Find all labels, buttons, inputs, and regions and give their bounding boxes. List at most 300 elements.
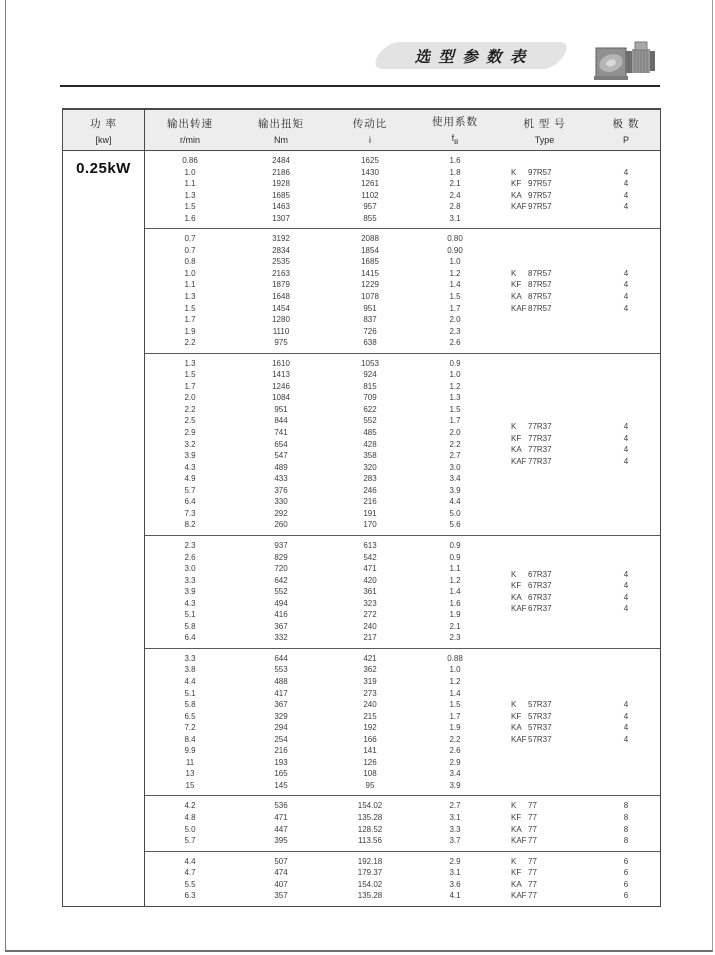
type-value [497,580,592,592]
table-body [63,151,660,906]
type-code: 67R37 [528,581,552,591]
factor-value: 0.9 [449,358,461,368]
speed-value: 2.2 [184,338,196,348]
ratio-value: 471 [363,564,377,574]
ratio-value: 272 [363,610,377,620]
header-output-torque [235,110,327,150]
speed-value: 6.4 [184,497,196,507]
header-model-type [497,110,592,150]
ratio-value: 2088 [361,234,379,244]
type-value [497,268,592,280]
torque-value: 1463 [272,202,290,212]
speed-value: 0.7 [184,245,196,255]
poles-value: 4 [623,202,629,212]
type-prefix: KAF [511,456,527,466]
torque-value: 937 [274,540,288,550]
type-prefix: KA [511,723,522,733]
type-column [497,540,592,644]
factor-value: 1.2 [449,676,461,686]
type-value [497,856,592,868]
ratio-value: 192 [363,723,377,733]
header-divider-line [60,85,660,87]
ratio-value: 1053 [361,358,379,368]
type-value [497,190,592,202]
factor-value: 4.4 [449,497,461,507]
type-code: 87R57 [528,303,552,313]
factor-value: 1.2 [449,381,461,391]
poles-value: 4 [623,179,629,189]
torque-column [235,233,327,348]
poles-value: 4 [623,190,629,200]
ratio-value: 319 [363,676,377,686]
speed-column [145,233,235,348]
torque-value: 951 [274,404,288,414]
ratio-value: 726 [363,326,377,336]
type-prefix: KF [511,581,522,591]
speed-value: 4.9 [184,474,196,484]
factor-column [413,358,497,531]
factor-symbol: f [451,133,455,144]
factor-value: 3.9 [449,485,461,495]
type-value [497,592,592,604]
speed-value: 1.6 [184,213,196,223]
factor-value: 3.1 [449,213,461,223]
speed-value: 7.3 [184,508,196,518]
type-code: 97R57 [528,190,552,200]
header-output-speed [145,110,235,150]
ratio-value: 273 [363,688,377,698]
type-prefix: KA [511,292,522,302]
factor-value: 1.2 [449,268,461,278]
speed-value: 2.5 [184,416,196,426]
factor-value: 3.0 [449,462,461,472]
header-service-factor [413,110,497,150]
speed-value: 6.5 [184,711,196,721]
ratio-value: 323 [363,598,377,608]
type-prefix: KF [511,179,522,189]
torque-column [235,155,327,224]
ratio-value: 113.56 [358,836,382,846]
type-value [497,699,592,711]
factor-value: 0.90 [447,245,463,255]
type-code: 57R37 [528,734,552,744]
torque-value: 2163 [272,268,290,278]
speed-value: 13 [185,769,195,779]
selection-parameter-table [62,108,661,907]
factor-value: 2.6 [449,338,461,348]
type-value [497,734,592,746]
speed-value: 5.8 [184,700,196,710]
poles-value: 4 [623,723,629,733]
type-prefix: KA [511,190,522,200]
speed-value: 3.9 [184,587,196,597]
type-code: 77 [528,868,537,878]
type-code: 77R37 [528,445,552,455]
ratio-value: 1854 [361,245,379,255]
factor-column [413,653,497,792]
torque-value: 367 [274,621,288,631]
type-code: 87R57 [528,268,552,278]
torque-value: 474 [274,868,288,878]
header-output-speed-zh: 输出转速 [167,117,213,130]
ratio-value: 1685 [361,257,379,267]
factor-value: 1.5 [449,700,461,710]
type-column [497,358,592,531]
ratio-column [327,358,413,531]
speed-value: 6.3 [184,891,196,901]
power-cell [63,151,145,906]
type-code: 57R37 [528,711,552,721]
type-prefix: KAF [511,891,527,901]
header-power-zh: 功 率 [90,117,117,130]
torque-value: 975 [274,338,288,348]
ratio-column [327,653,413,792]
poles-value: 8 [623,801,629,811]
type-prefix: K [511,268,517,278]
speed-value: 5.0 [184,824,196,834]
ratio-value: 95 [365,780,375,790]
ratio-value: 951 [363,303,377,313]
type-code: 57R37 [528,700,552,710]
torque-value: 367 [274,700,288,710]
torque-value: 216 [274,746,288,756]
torque-value: 433 [274,474,288,484]
speed-value: 5.1 [184,688,196,698]
ratio-value: 1078 [361,292,379,302]
factor-value: 3.6 [449,879,461,889]
poles-column [592,540,660,644]
poles-value: 4 [623,711,629,721]
speed-value: 4.2 [184,801,196,811]
speed-value: 1.7 [184,381,196,391]
ratio-value: 154.02 [357,879,383,889]
type-code: 97R57 [528,167,552,177]
page-title: 选 型 参 数 表 [414,48,528,66]
type-value [497,201,592,213]
torque-value: 1648 [272,292,290,302]
torque-value: 357 [274,891,288,901]
header-model-type-zh: 机 型 号 [523,117,566,130]
speed-value: 11 [185,757,195,767]
poles-value: 4 [623,445,629,455]
type-code: 77 [528,891,537,901]
ratio-value: 622 [363,404,377,414]
speed-column [145,856,235,902]
factor-value: 1.5 [449,292,461,302]
speed-column [145,800,235,846]
type-prefix: K [511,569,517,579]
torque-value: 395 [274,836,288,846]
torque-value: 329 [274,711,288,721]
ratio-value: 358 [363,451,377,461]
ratio-value: 246 [363,485,377,495]
factor-value: 1.9 [449,610,461,620]
type-prefix: K [511,801,517,811]
poles-value: 6 [623,879,629,889]
torque-value: 489 [274,462,288,472]
factor-value: 1.4 [449,587,461,597]
spec-block-2 [145,228,660,352]
torque-column [235,653,327,792]
type-column [497,653,592,792]
poles-column [592,800,660,846]
table-header-row [63,110,660,151]
speed-value: 5.7 [184,836,196,846]
type-code: 77R37 [528,456,552,466]
torque-value: 644 [274,653,288,663]
speed-value: 7.2 [184,723,196,733]
type-value [497,824,592,836]
speed-value: 1.1 [184,280,196,290]
type-value [497,603,592,615]
poles-value: 8 [623,836,629,846]
poles-value: 4 [623,734,629,744]
poles-column [592,233,660,348]
speed-value: 8.2 [184,520,196,530]
speed-value: 4.8 [184,812,196,822]
type-code: 87R57 [528,292,552,302]
factor-value: 5.0 [449,508,461,518]
factor-value: 2.1 [449,621,461,631]
ratio-value: 128.52 [357,824,383,834]
ratio-value: 1102 [361,190,379,200]
factor-value: 5.6 [449,520,461,530]
header-poles-en: P [622,134,629,145]
factor-value: 1.2 [449,575,461,585]
poles-column [592,358,660,531]
torque-value: 416 [274,610,288,620]
torque-value: 844 [274,416,288,426]
torque-value: 294 [274,723,288,733]
type-value [497,433,592,445]
type-value [497,812,592,824]
type-column [497,155,592,224]
ratio-column [327,155,413,224]
factor-value: 2.1 [449,179,461,189]
speed-value: 3.3 [184,653,196,663]
speed-value: 3.0 [184,564,196,574]
ratio-value: 154.02 [357,801,383,811]
type-value [497,711,592,723]
factor-value: 2.2 [449,734,461,744]
speed-value: 1.5 [184,303,196,313]
ratio-value: 240 [363,621,377,631]
speed-value: 5.7 [184,485,196,495]
poles-value: 8 [623,812,629,822]
poles-value: 4 [623,604,629,614]
type-code: 77 [528,879,537,889]
factor-value: 1.1 [449,564,461,574]
ratio-value: 613 [363,540,377,550]
ratio-value: 362 [363,665,377,675]
torque-column [235,358,327,531]
factor-value: 2.8 [449,202,461,212]
ratio-value: 179.37 [357,868,383,878]
torque-value: 2535 [272,257,290,267]
type-column [497,800,592,846]
torque-value: 654 [274,439,288,449]
ratio-value: 217 [363,633,377,643]
factor-value: 1.8 [449,167,461,177]
torque-value: 145 [274,780,288,790]
speed-value: 4.4 [184,856,196,866]
ratio-value: 709 [363,393,377,403]
factor-value: 2.4 [449,190,461,200]
type-column [497,856,592,902]
type-code: 77 [528,856,537,866]
header-poles [592,110,660,150]
type-prefix: KF [511,868,522,878]
ratio-value: 837 [363,315,377,325]
speed-value: 1.9 [184,326,196,336]
ratio-value: 170 [363,520,377,530]
speed-column [145,155,235,224]
poles-value: 8 [623,824,629,834]
factor-value: 1.9 [449,723,461,733]
poles-value: 4 [623,592,629,602]
poles-value: 4 [623,167,629,177]
type-value [497,879,592,891]
type-prefix: KAF [511,202,527,212]
type-prefix: KA [511,445,522,455]
type-code: 57R37 [528,723,552,733]
factor-value: 2.3 [449,326,461,336]
factor-value: 1.7 [449,711,461,721]
type-value [497,890,592,902]
type-prefix: KAF [511,604,527,614]
type-code: 97R57 [528,179,552,189]
factor-value: 2.7 [449,801,461,811]
speed-value: 2.0 [184,393,196,403]
type-value [497,279,592,291]
torque-value: 332 [274,633,288,643]
speed-value: 2.3 [184,540,196,550]
type-prefix: KF [511,433,522,443]
torque-value: 1454 [272,303,290,313]
speed-value: 1.0 [184,167,196,177]
header-output-speed-en: r/min [180,134,200,145]
ratio-value: 135.28 [357,812,383,822]
type-prefix: KF [511,711,522,721]
torque-value: 507 [274,856,288,866]
ratio-value: 126 [363,757,377,767]
ratio-value: 108 [363,769,377,779]
poles-column [592,155,660,224]
type-code: 77R37 [528,422,552,432]
header-output-torque-en: Nm [274,134,288,145]
poles-value: 4 [623,292,629,302]
speed-value: 4.3 [184,598,196,608]
torque-value: 552 [274,587,288,597]
factor-value: 2.2 [449,439,461,449]
factor-value: 3.3 [449,824,461,834]
factor-value: 4.1 [449,891,461,901]
type-code: 67R37 [528,569,552,579]
type-column [497,233,592,348]
ratio-value: 361 [363,587,377,597]
type-prefix: KAF [511,836,527,846]
spec-block-7 [145,851,660,906]
torque-value: 1685 [272,190,290,200]
type-code: 67R37 [528,592,552,602]
type-prefix: KAF [511,734,527,744]
factor-value: 0.88 [447,653,463,663]
speed-value: 1.3 [184,190,196,200]
ratio-column [327,233,413,348]
speed-value: 1.3 [184,358,196,368]
spec-block-4 [145,535,660,648]
torque-value: 488 [274,676,288,686]
factor-value: 1.5 [449,404,461,414]
ratio-value: 957 [363,202,377,212]
type-code: 77 [528,801,537,811]
ratio-value: 1625 [361,156,379,165]
factor-value: 0.80 [447,234,463,244]
torque-value: 165 [274,769,288,779]
type-prefix: K [511,422,517,432]
factor-value: 2.0 [449,315,461,325]
torque-value: 254 [274,734,288,744]
poles-column [592,856,660,902]
factor-value: 0.9 [449,540,461,550]
torque-value: 494 [274,598,288,608]
power-value: 0.25kW [76,160,131,177]
torque-value: 330 [274,497,288,507]
ratio-value: 135.28 [357,891,383,901]
speed-value: 1.5 [184,202,196,212]
type-value [497,303,592,315]
speed-column [145,653,235,792]
speed-value: 4.7 [184,868,196,878]
ratio-value: 421 [363,653,377,663]
type-prefix: KAF [511,303,527,313]
torque-value: 376 [274,485,288,495]
factor-value: 3.4 [449,474,461,484]
speed-value: 2.9 [184,428,196,438]
header-power [63,110,145,150]
type-prefix: K [511,167,517,177]
ratio-column [327,540,413,644]
speed-value: 5.5 [184,879,196,889]
poles-value: 4 [623,303,629,313]
torque-value: 2186 [272,167,290,177]
type-code: 77R37 [528,433,552,443]
torque-value: 1307 [272,213,290,223]
torque-value: 1928 [272,179,290,189]
speed-value: 8.4 [184,734,196,744]
factor-value: 1.0 [449,257,461,267]
factor-column [413,233,497,348]
type-value [497,867,592,879]
gearmotor-photo-icon [592,38,658,88]
poles-value: 4 [623,569,629,579]
factor-value: 2.6 [449,746,461,756]
type-code: 77 [528,812,537,822]
spec-block-5 [145,648,660,796]
poles-value: 4 [623,581,629,591]
speed-value: 0.86 [182,156,198,165]
factor-value: 3.4 [449,769,461,779]
torque-value: 1879 [272,280,290,290]
torque-value: 1610 [272,358,290,368]
torque-value: 642 [274,575,288,585]
ratio-value: 855 [363,213,377,223]
factor-column [413,155,497,224]
factor-value: 2.9 [449,757,461,767]
ratio-value: 542 [363,552,377,562]
ratio-column [327,800,413,846]
type-value [497,291,592,303]
